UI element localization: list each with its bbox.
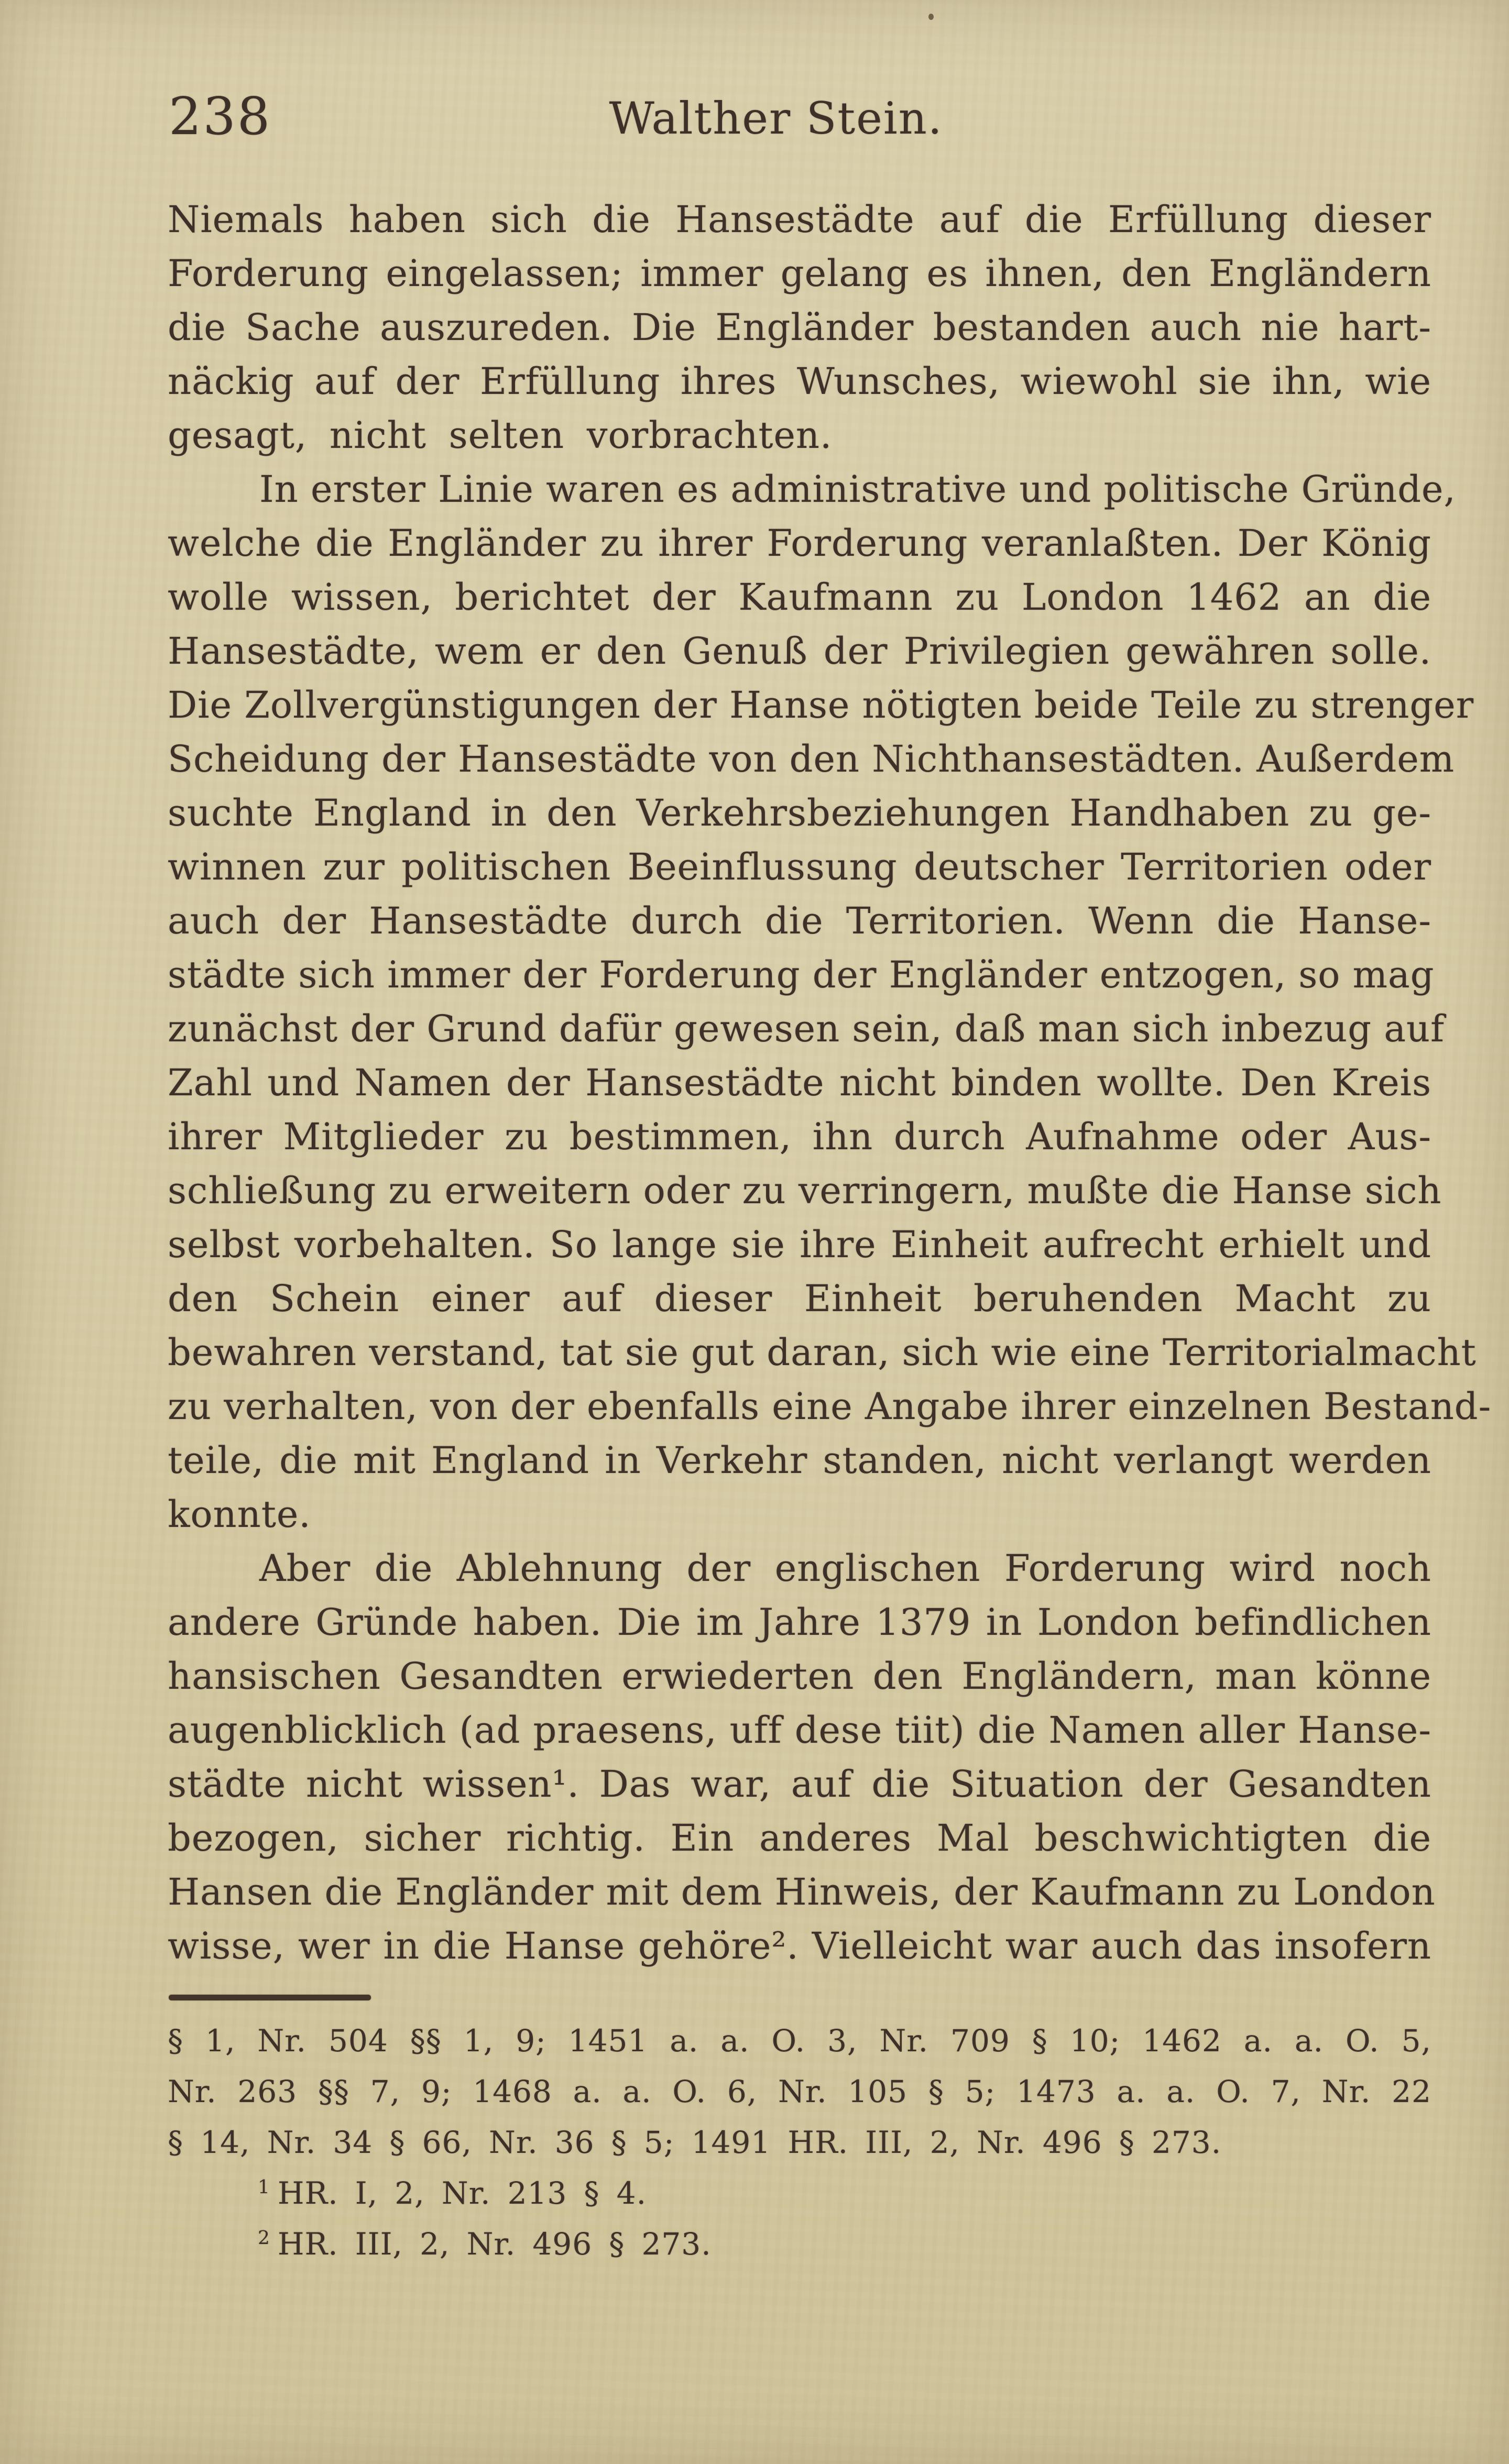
footnote-continuation-line: § 14, Nr. 34 § 66, Nr. 36 § 5; 1491 HR. III, 2, Nr. 496 § 273. (168, 2125, 1222, 2160)
text-line: näckig auf der Erfüllung ihres Wunsches, wiewohl sie ihn, wie (168, 360, 1431, 403)
text-line: Hansestädte, wem er den Genuß der Privilegien gewähren solle. (168, 630, 1431, 673)
text-line: teile, die mit England in Verkehr standen, nicht verlangt werden (168, 1439, 1431, 1482)
page-number: 238 (169, 87, 272, 147)
text-line: andere Gründe haben. Die im Jahre 1379 in London befindlichen (168, 1601, 1431, 1644)
text-line: die Sache auszureden. Die Engländer bestanden auch nie hart- (168, 306, 1431, 349)
text-line: ihrer Mitglieder zu bestimmen, ihn durch Aufnahme oder Aus- (168, 1115, 1431, 1158)
page-header (168, 87, 1431, 147)
text-line: den Schein einer auf dieser Einheit beruhenden Macht zu (168, 1277, 1431, 1320)
footnote-line: $^1$ HR. I, 2, Nr. 213 § 4. (258, 2175, 647, 2211)
footnote-continuation-line: Nr. 263 §§ 7, 9; 1468 a. a. O. 6, Nr. 105 § 5; 1473 a. a. O. 7, Nr. 22 (168, 2074, 1431, 2109)
footnotes (168, 2016, 1431, 2270)
text-line: suchte England in den Verkehrsbeziehungen Handhaben zu ge- (168, 791, 1431, 834)
text-line: zunächst der Grund dafür gewesen sein, daß man sich inbezug auf (168, 1007, 1445, 1050)
text-line: zu verhalten, von der ebenfalls eine Angabe ihrer einzelnen Bestand- (168, 1385, 1492, 1428)
footnote-separator (169, 1995, 371, 2000)
text-line: gesagt, nicht selten vorbrachten. (168, 414, 833, 457)
text-line: bewahren verstand, tat sie gut daran, sich wie eine Territorialmacht (168, 1331, 1477, 1374)
text-line: wisse, wer in die Hanse gehöre². Vielleicht war auch das insofern (168, 1924, 1431, 1967)
footnote-marker: 1 (258, 2176, 270, 2198)
text-line: selbst vorbehalten. So lange sie ihre Einheit aufrecht erhielt und (168, 1223, 1431, 1266)
text-line: auch der Hansestädte durch die Territorien. Wenn die Hanse- (168, 899, 1431, 942)
footnote-line: $^2$ HR. III, 2, Nr. 496 § 273. (258, 2226, 712, 2262)
scan-speck (928, 14, 934, 20)
text-line: bezogen, sicher richtig. Ein anderes Mal beschwichtigten die (168, 1817, 1431, 1860)
text-line: schließung zu erweitern oder zu verringern, mußte die Hanse sich (168, 1169, 1442, 1212)
text-line: städte sich immer der Forderung der Engländer entzogen, so mag (168, 953, 1435, 996)
text-line: Niemals haben sich die Hansestädte auf die Erfüllung dieser (168, 198, 1431, 241)
text-line: Scheidung der Hansestädte von den Nichthansestädten. Außerdem (168, 738, 1455, 780)
text-line: augenblicklich (ad praesens, uff dese tiit) die Namen aller Hanse- (168, 1709, 1431, 1752)
text-line: welche die Engländer zu ihrer Forderung veranlaßten. Der König (168, 522, 1431, 565)
running-header: Walther Stein. (609, 93, 943, 144)
footnote-marker: 2 (258, 2227, 270, 2249)
text-line: winnen zur politischen Beeinflussung deutscher Territorien oder (168, 845, 1431, 888)
body-text (168, 193, 1492, 1973)
text-line: In erster Linie waren es administrative und politische Gründe, (259, 468, 1456, 511)
text-line: Hansen die Engländer mit dem Hinweis, der Kaufmann zu London (168, 1871, 1436, 1913)
footnote-continuation-line: § 1, Nr. 504 §§ 1, 9; 1451 a. a. O. 3, Nr. 709 § 10; 1462 a. a. O. 5, (168, 2023, 1431, 2059)
text-line: hansischen Gesandten erwiederten den Engländern, man könne (168, 1655, 1431, 1698)
text-line: städte nicht wissen¹. Das war, auf die Situation der Gesandten (168, 1763, 1431, 1806)
text-line: Aber die Ablehnung der englischen Forderung wird noch (259, 1547, 1431, 1590)
text-line: Die Zollvergünstigungen der Hanse nötigten beide Teile zu strenger (168, 684, 1474, 727)
text-line: Forderung eingelassen; immer gelang es ihnen, den Engländern (168, 252, 1431, 295)
text-line: Zahl und Namen der Hansestädte nicht binden wollte. Den Kreis (168, 1061, 1431, 1104)
text-line: wolle wissen, berichtet der Kaufmann zu London 1462 an die (168, 576, 1431, 619)
text-line: konnte. (168, 1493, 311, 1536)
